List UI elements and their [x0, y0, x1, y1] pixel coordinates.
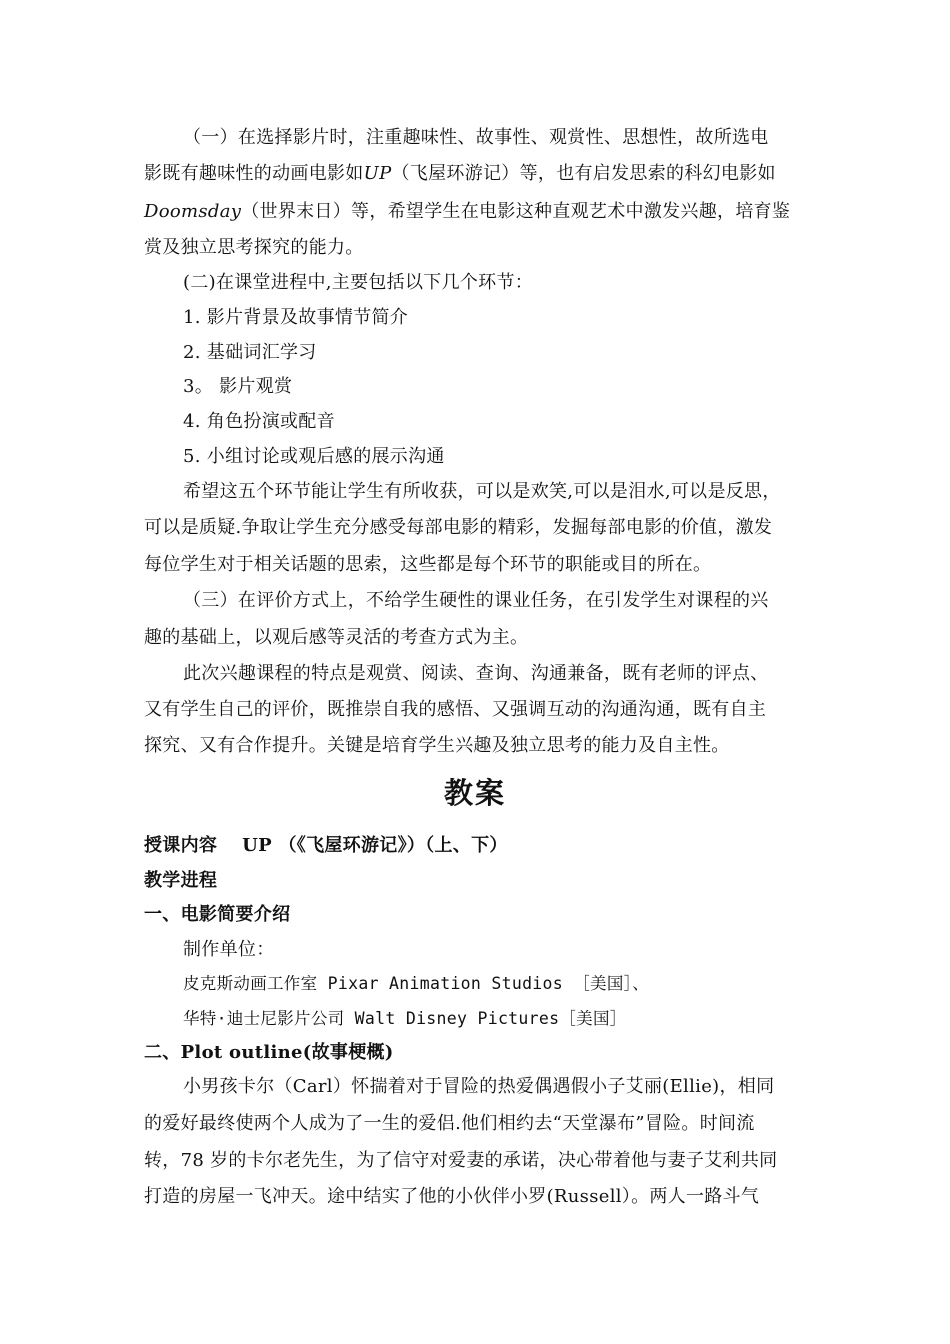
step-item-1: 1. 影片背景及故事情节简介 [183, 307, 409, 328]
para3-line3: 每位学生对于相关话题的思索，这些都是每个环节的职能或目的所在。 [144, 554, 712, 575]
part2-heading: 二、Plot outline(故事梗概) [144, 1042, 394, 1063]
para4-line2: 趣的基础上，以观后感等灵活的考查方式为主。 [144, 627, 529, 648]
producer-pixar: 皮克斯动画工作室 Pixar Animation Studios ［美国］、 [183, 974, 649, 993]
plot-line4: 打造的房屋一飞冲天。途中结实了他的小伙伴小罗(Russell）。两人一路斗气 [144, 1186, 760, 1207]
step-item-4: 4. 角色扮演或配音 [183, 411, 335, 432]
para1-line2-text-a: 影既有趣味性的动画电影如 [144, 163, 364, 184]
para1-line2-text-b: （飞屋环游记）等，也有启发思索的科幻电影如 [391, 163, 776, 184]
para5-line1: 此次兴趣课程的特点是观赏、阅读、查询、沟通兼备，既有老师的评点、 [183, 663, 769, 684]
para1-line3 [144, 200, 790, 224]
producer-disney: 华特·迪士尼影片公司 Walt Disney Pictures［美国］ [183, 1009, 627, 1028]
para3-line2: 可以是质疑.争取让学生充分感受每部电影的精彩，发掘每部电影的价值，激发 [144, 517, 773, 538]
para2-heading: (二)在课堂进程中,主要包括以下几个环节： [183, 272, 534, 293]
step-item-3: 3。 影片观赏 [183, 376, 293, 397]
part1-heading: 一、电影简要介绍 [144, 904, 291, 925]
film-title-up: UP [363, 163, 392, 184]
lesson-content-label: 授课内容 UP （《飞屋环游记》）（上、下） [144, 835, 508, 856]
para3-line1: 希望这五个环节能让学生有所收获，可以是欢笑,可以是泪水,可以是反思， [183, 481, 781, 502]
para1-line1: （一）在选择影片时，注重趣味性、故事性、观赏性、思想性，故所选电 [183, 127, 769, 148]
plot-line2: 的爱好最终使两个人成为了一生的爱侣.他们相约去“天堂瀑布”冒险。时间流 [144, 1113, 755, 1134]
teaching-process-label: 教学进程 [144, 870, 218, 891]
plot-line3: 转，78 岁的卡尔老先生，为了信守对爱妻的承诺，决心带着他与妻子艾利共同 [144, 1150, 778, 1171]
para4-line1: （三）在评价方式上，不给学生硬性的课业任务，在引发学生对课程的兴 [183, 590, 769, 611]
para1-line2 [144, 162, 776, 186]
para1-line4: 赏及独立思考探究的能力。 [144, 237, 364, 258]
lesson-plan-title: 教案 [443, 776, 506, 810]
step-item-5: 5. 小组讨论或观后感的展示沟通 [183, 446, 445, 467]
producer-label: 制作单位： [183, 939, 275, 960]
para5-line2: 又有学生自己的评价，既推崇自我的感悟、又强调互动的沟通沟通，既有自主 [144, 699, 767, 720]
step-item-2: 2. 基础词汇学习 [183, 342, 317, 363]
plot-line1: 小男孩卡尔（Carl）怀揣着对于冒险的热爱偶遇假小子艾丽(Ellie)，相同 [183, 1076, 775, 1097]
para1-line3-text-b: （世界末日）等，希望学生在电影这种直观艺术中激发兴趣，培育鉴 [241, 201, 791, 222]
film-title-doomsday: Doomsday [144, 201, 242, 222]
para5-line3: 探究、又有合作提升。关键是培育学生兴趣及独立思考的能力及自主性。 [144, 735, 730, 756]
